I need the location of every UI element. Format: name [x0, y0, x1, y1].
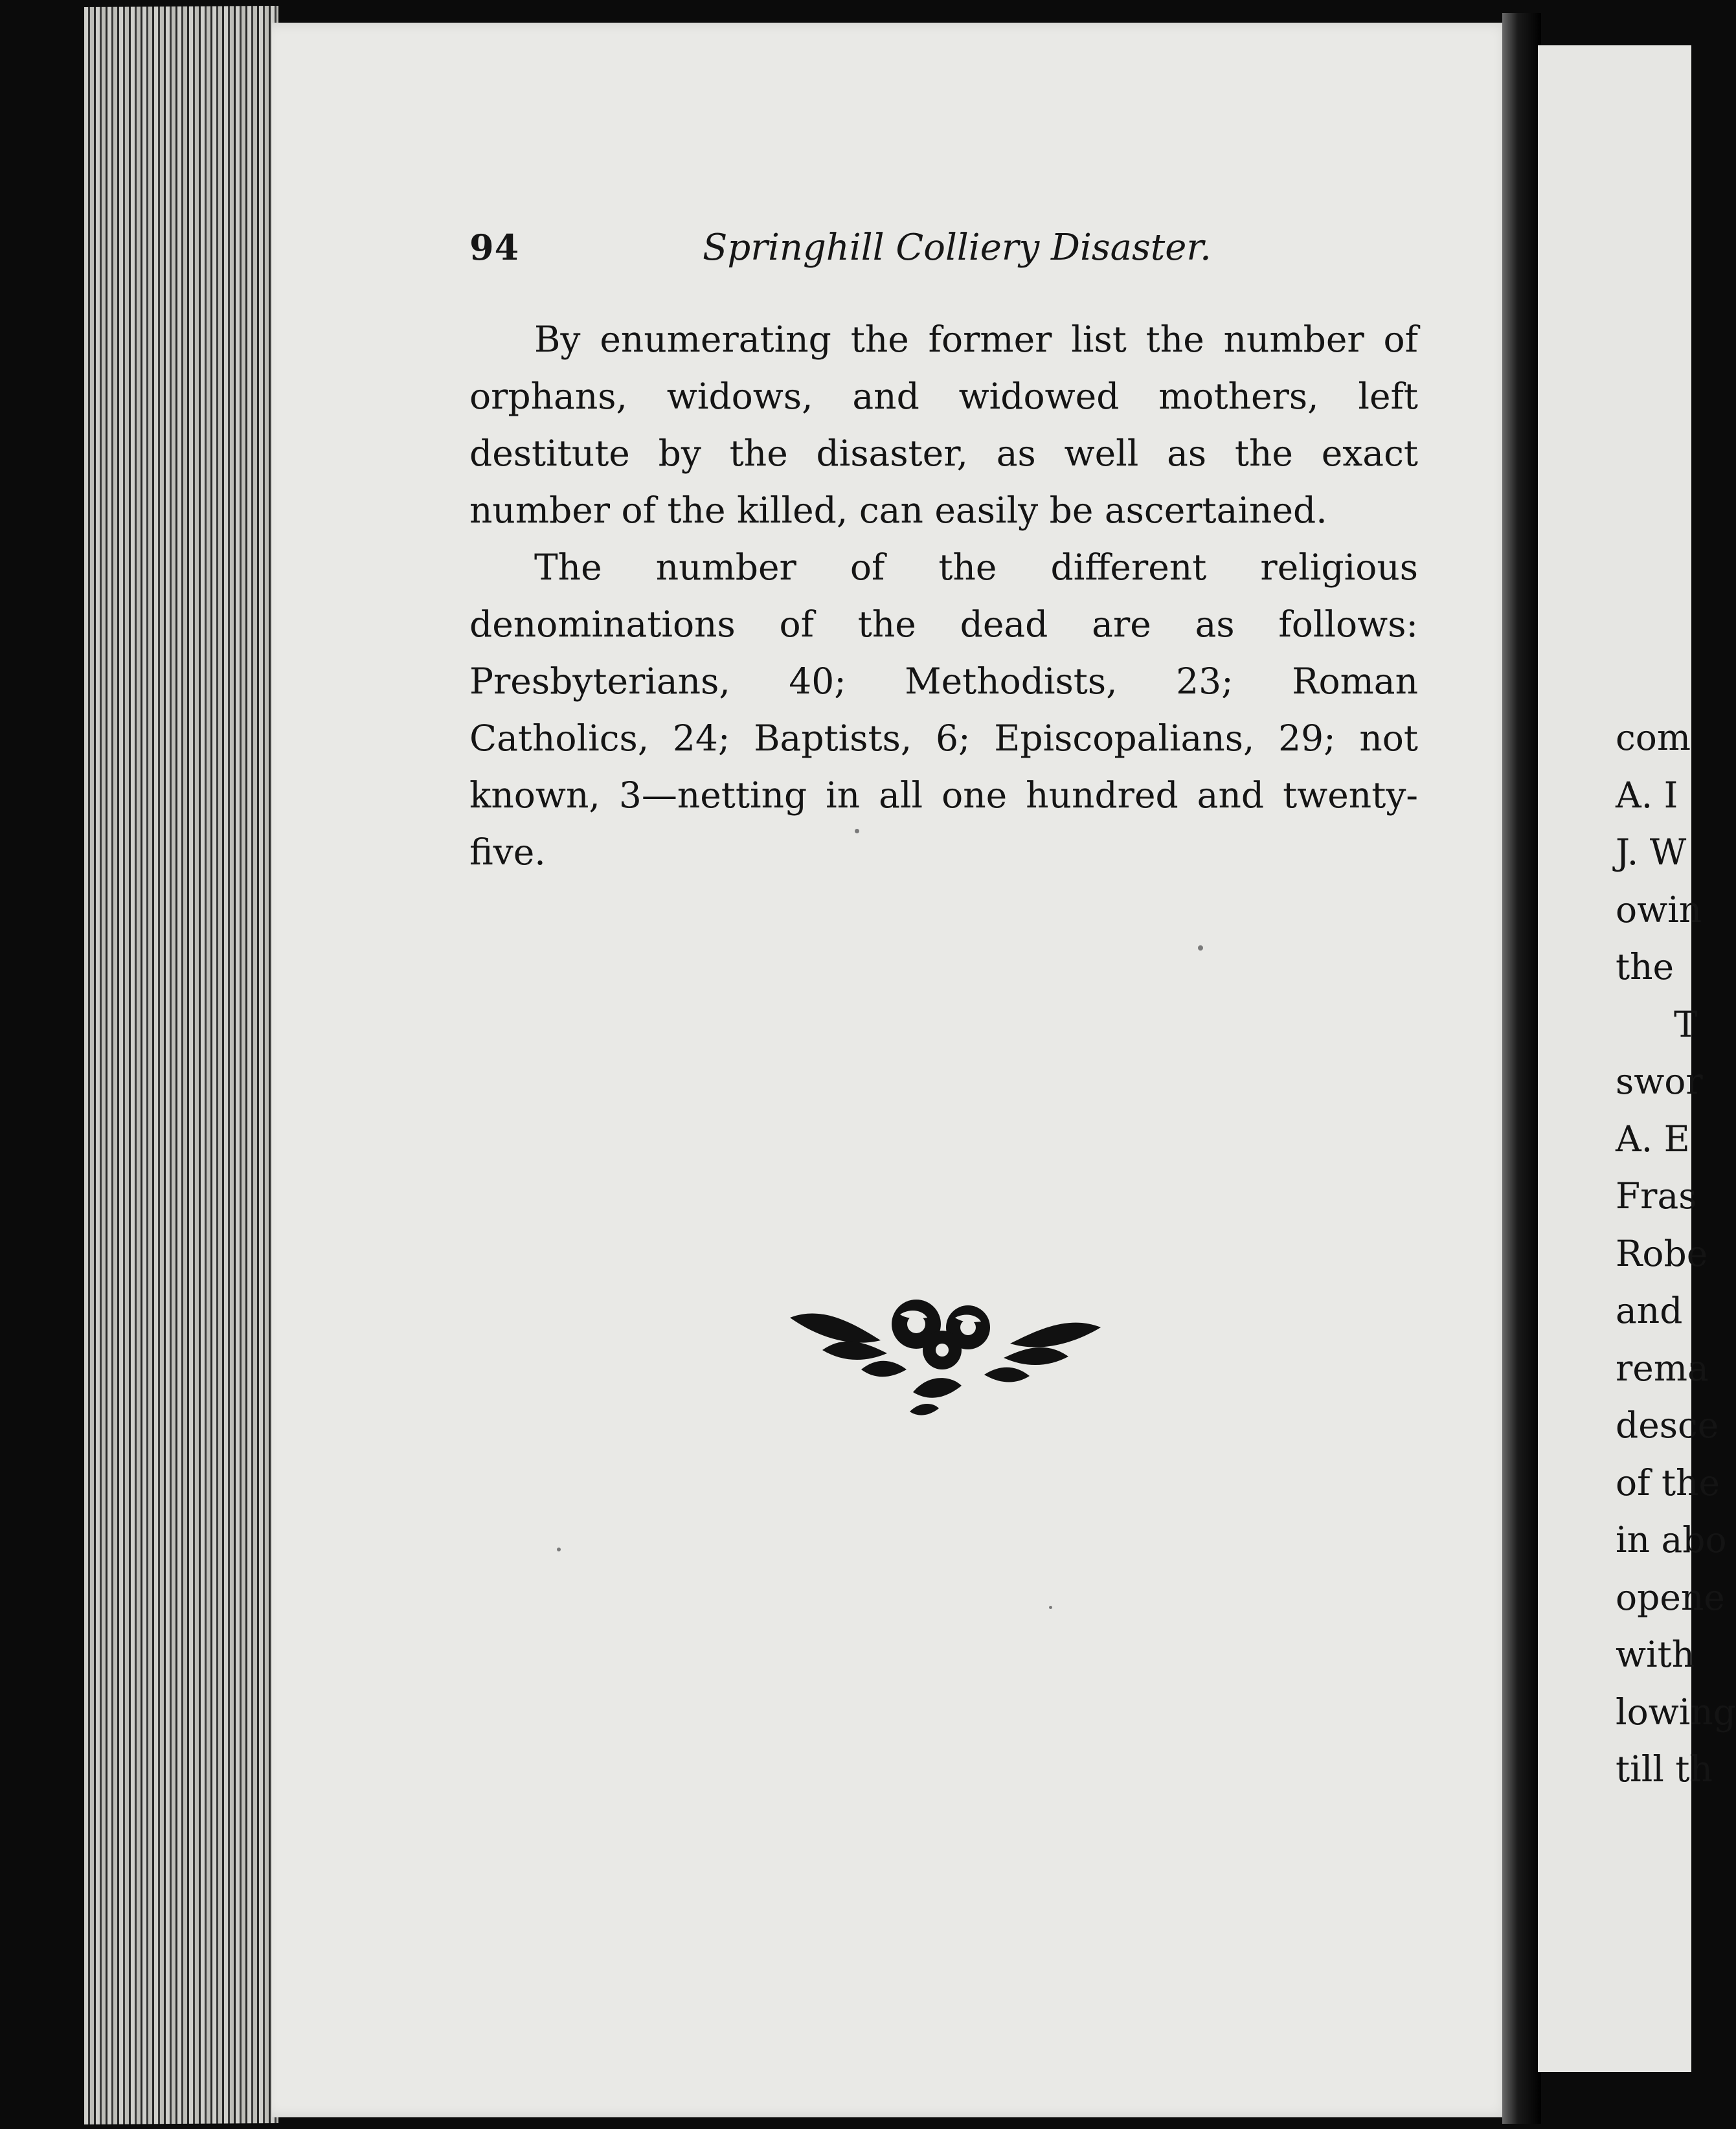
right-line: com: [1616, 717, 1691, 758]
right-line: Fras: [1616, 1175, 1697, 1217]
running-title: Springhill Colliery Disaster.: [703, 227, 1212, 269]
right-line: rema: [1616, 1347, 1709, 1389]
right-line: owin: [1616, 888, 1702, 930]
right-line: in abo: [1616, 1519, 1727, 1560]
page-edges: [84, 6, 278, 2124]
running-head: [469, 227, 1214, 278]
paper-speck: [855, 829, 859, 833]
paragraph: The number of the different religious denominations of the dead are as follows: Presbyterians, 40; Methodists, 23; Roman Catholics, 24; Baptists, 6; Episcopalians, 29; not known, 3—netting in all one hundred and twenty-five.: [469, 546, 1418, 873]
page-number: 94: [469, 227, 520, 268]
right-line: the: [1616, 946, 1674, 987]
paper-speck: [557, 1548, 561, 1551]
floral-ornament-icon: [783, 1279, 1107, 1421]
right-line: lowing: [1616, 1691, 1736, 1733]
right-line: J. W: [1616, 831, 1687, 873]
body-text: [469, 311, 1418, 881]
right-line: with: [1616, 1634, 1695, 1675]
paper-speck: [1049, 1606, 1052, 1609]
right-line: T: [1674, 1003, 1698, 1045]
book-gutter: [1502, 13, 1541, 2124]
right-line: till th: [1616, 1748, 1713, 1790]
right-line: desce: [1616, 1404, 1719, 1446]
paragraph: By enumerating the former list the number of orphans, widows, and widowed mothers, left destitute by the disaster, as well as the exact number of the killed, can easily be ascertained.: [469, 319, 1418, 531]
paper-speck: [1198, 945, 1203, 951]
right-line: A. I: [1616, 774, 1678, 816]
right-line: opene: [1616, 1576, 1725, 1618]
right-line: Robe: [1616, 1232, 1708, 1274]
right-page-text: [1616, 709, 1736, 1798]
right-line: swor: [1616, 1061, 1703, 1102]
right-line: of the: [1616, 1461, 1720, 1504]
right-line: A. E: [1616, 1118, 1690, 1160]
right-line: and: [1616, 1290, 1683, 1331]
